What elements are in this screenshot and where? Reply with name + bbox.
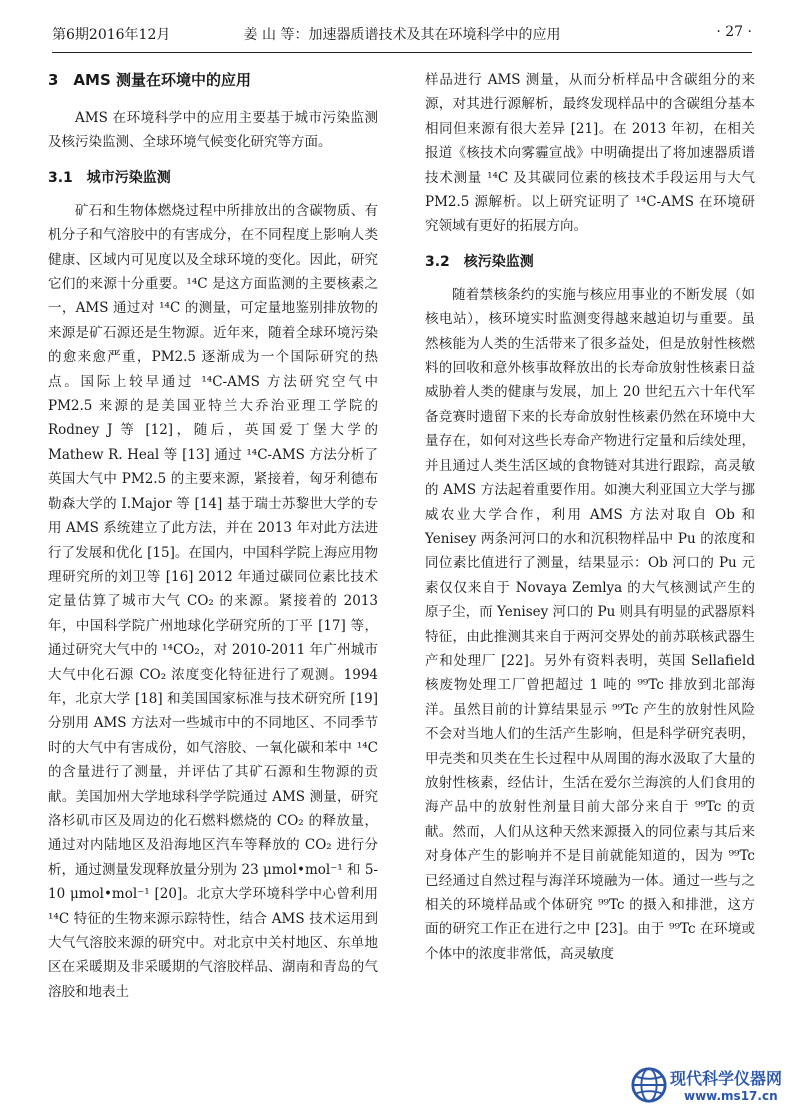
right-column xyxy=(425,68,755,966)
watermark-url: www.ms17.cn xyxy=(684,1089,778,1103)
nuclear-pollution-paragraph: 随着禁核条约的实施与核应用事业的不断发展（如核电站），核环境实时监测变得越来越迫切与重要。虽然核能为人类的生活带来了很多益处，但是放射性核燃料的回收和意外核事故释放出的长寿命放射性核素日益威胁着人类的健康与发展，加上 20 世纪五六十年代军备竞赛时遗留下来的长寿命放射性核素仍然在环境中大量存在，如何对这些长寿命产物进行定量和后续处理，并且通过人类生活区域的食物链对其进行跟踪，高灵敏的 AMS 方法起着重要作用。如澳大利亚国立大学与挪威农业大学合作，利用 AMS 方法对取自 Ob 和 Yenisey 两条河河口的水和沉积物样品中 Pu 的浓度和同位素比值进行了测量，结果显示：Ob 河口的 Pu 元素仅仅来自于 Novaya Zemlya 的大气核测试产生的原子尘，而 Yenisey 河口的 Pu 则具有明显的武器原料特征，由此推测其来自于两河交界处的前苏联核武器生产和处理厂 [22]。另外有资料表明，英国 Sellafield 核废物处理工厂曾把超过 1 吨的 ⁹⁹Tc 排放到北部海洋。虽然目前的计算结果显示 ⁹⁹Tc 产生的放射性风险不会对当地人们的生活产生影响，但是科学研究表明，甲壳类和贝类在生长过程中从周围的海水汲取了大量的放射性核素，经估计，生活在爱尔兰海滨的人们食用的海产品中的放射性剂量目前大部分来自于 ⁹⁹Tc 的贡献。然而，人们从这种天然来源摄入的同位素与其后来对身体产生的影响并不是目前就能知道的，因为 ⁹⁹Tc 已经通过自然过程与海洋环境融为一体。通过一些与之相关的环境样品或个体研究 ⁹⁹Tc 的摄入和排泄，这方面的研究工作正在进行之中 [23]。由于 ⁹⁹Tc 在环境或个体中的浓度非常低，高灵敏度 xyxy=(425,286,755,962)
watermark-title: 现代科学仪器网 xyxy=(670,1069,783,1088)
running-header xyxy=(52,22,752,53)
subsection-title-nuclear: 3.2 核污染监测 xyxy=(425,253,534,270)
urban-pollution-paragraph: 矿石和生物体燃烧过程中所排放出的含碳物质、有机分子和气溶胶中的有害成分，在不同程度上影响人类健康、区域内可见度以及全球环境的变化。因此，研究它们的来源十分重要。¹⁴C 是这方面监测的主要核素之一，AMS 通过对 ¹⁴C 的测量，可定量地鉴别排放物的来源是矿石源还是生物源。近年来，随着全球环境污染的愈来愈严重，PM2.5 逐渐成为一个国际研究的热点。国际上较早通过 ¹⁴C-AMS 方法研究空气中 PM2.5 来源的是美国亚特兰大乔治亚理工学院的 Rodney J 等 [12]，随后，英国爱丁堡大学的 Mathew R. Heal 等 [13] 通过 ¹⁴C-AMS 方法分析了英国大气中 PM2.5 的主要来源，紧接着，匈牙利德布勒森大学的 I.Major 等 [14] 基于瑞士苏黎世大学的专用 AMS 系统建立了此方法，并在 2013 年对此方法进行了发展和优化 [15]。在国内，中国科学院上海应用物理研究所的刘卫等 [16] 2012 年通过碳同位素比技术定量估算了城市大气 CO₂ 的来源。紧接着的 2013 年，中国科学院广州地球化学研究所的丁平 [17] 等，通过研究大气中的 ¹⁴CO₂，对 2010-2011 年广州城市大气中化石源 CO₂ 浓度变化特征进行了观测。1994 年，北京大学 [18] 和美国国家标准与技术研究所 [19] 分别用 AMS 方法对一些城市中的不同地区、不同季节时的大气中有害成份，如气溶胶、一氧化碳和苯中 ¹⁴C 的含量进行了测量，并评估了其矿石源和生物源的贡献。美国加州大学地球科学学院通过 AMS 测量，研究洛杉矶市区及周边的化石燃料燃烧的 CO₂ 的释放量，通过对内陆地区及沿海地区汽车等释放的 CO₂ 进行分析，通过测量发现释放量分别为 23 μmol•mol⁻¹ 和 5-10 μmol•mol⁻¹ [20]。北京大学环境科学中心曾利用 ¹⁴C 特征的生物来源示踪特性，结合 AMS 技术运用到大气气溶胶来源的研究中。对北京中关村地区、东单地区在采暖期及非采暖期的气溶胶样品、湖南和青岛的气溶胶和地表土 xyxy=(48,202,378,1000)
site-watermark xyxy=(630,1062,795,1108)
page-number: · 27 · xyxy=(716,24,752,40)
intro-paragraph: AMS 在环境科学中的应用主要基于城市污染监测及核污染监测、全球环境气候变化研究等方面。 xyxy=(48,110,378,151)
journal-issue: 第6期2016年12月 xyxy=(52,27,171,43)
subsection-title-urban: 3.1 城市污染监测 xyxy=(48,169,171,186)
globe-logo-icon xyxy=(630,1066,668,1104)
urban-pollution-continued: 样品进行 AMS 测量，从而分析样品中含碳组分的来源，对其进行源解析，最终发现样品中的含碳组分基本相同但来源有很大差异 [21]。在 2013 年初，在相关报道《核技术向雾霾宣战》中明确提出了将加速器质谱技术测量 ¹⁴C 及其碳同位素的核技术手段运用与大气 PM2.5 源解析。以上研究证明了 ¹⁴C-AMS 在环境研究领域有更好的拓展方向。 xyxy=(425,72,755,235)
left-column xyxy=(48,68,378,1004)
running-title: 姜 山 等：加速器质谱技术及其在环境科学中的应用 xyxy=(243,27,561,43)
section-title: 3 AMS 测量在环境中的应用 xyxy=(48,71,251,89)
